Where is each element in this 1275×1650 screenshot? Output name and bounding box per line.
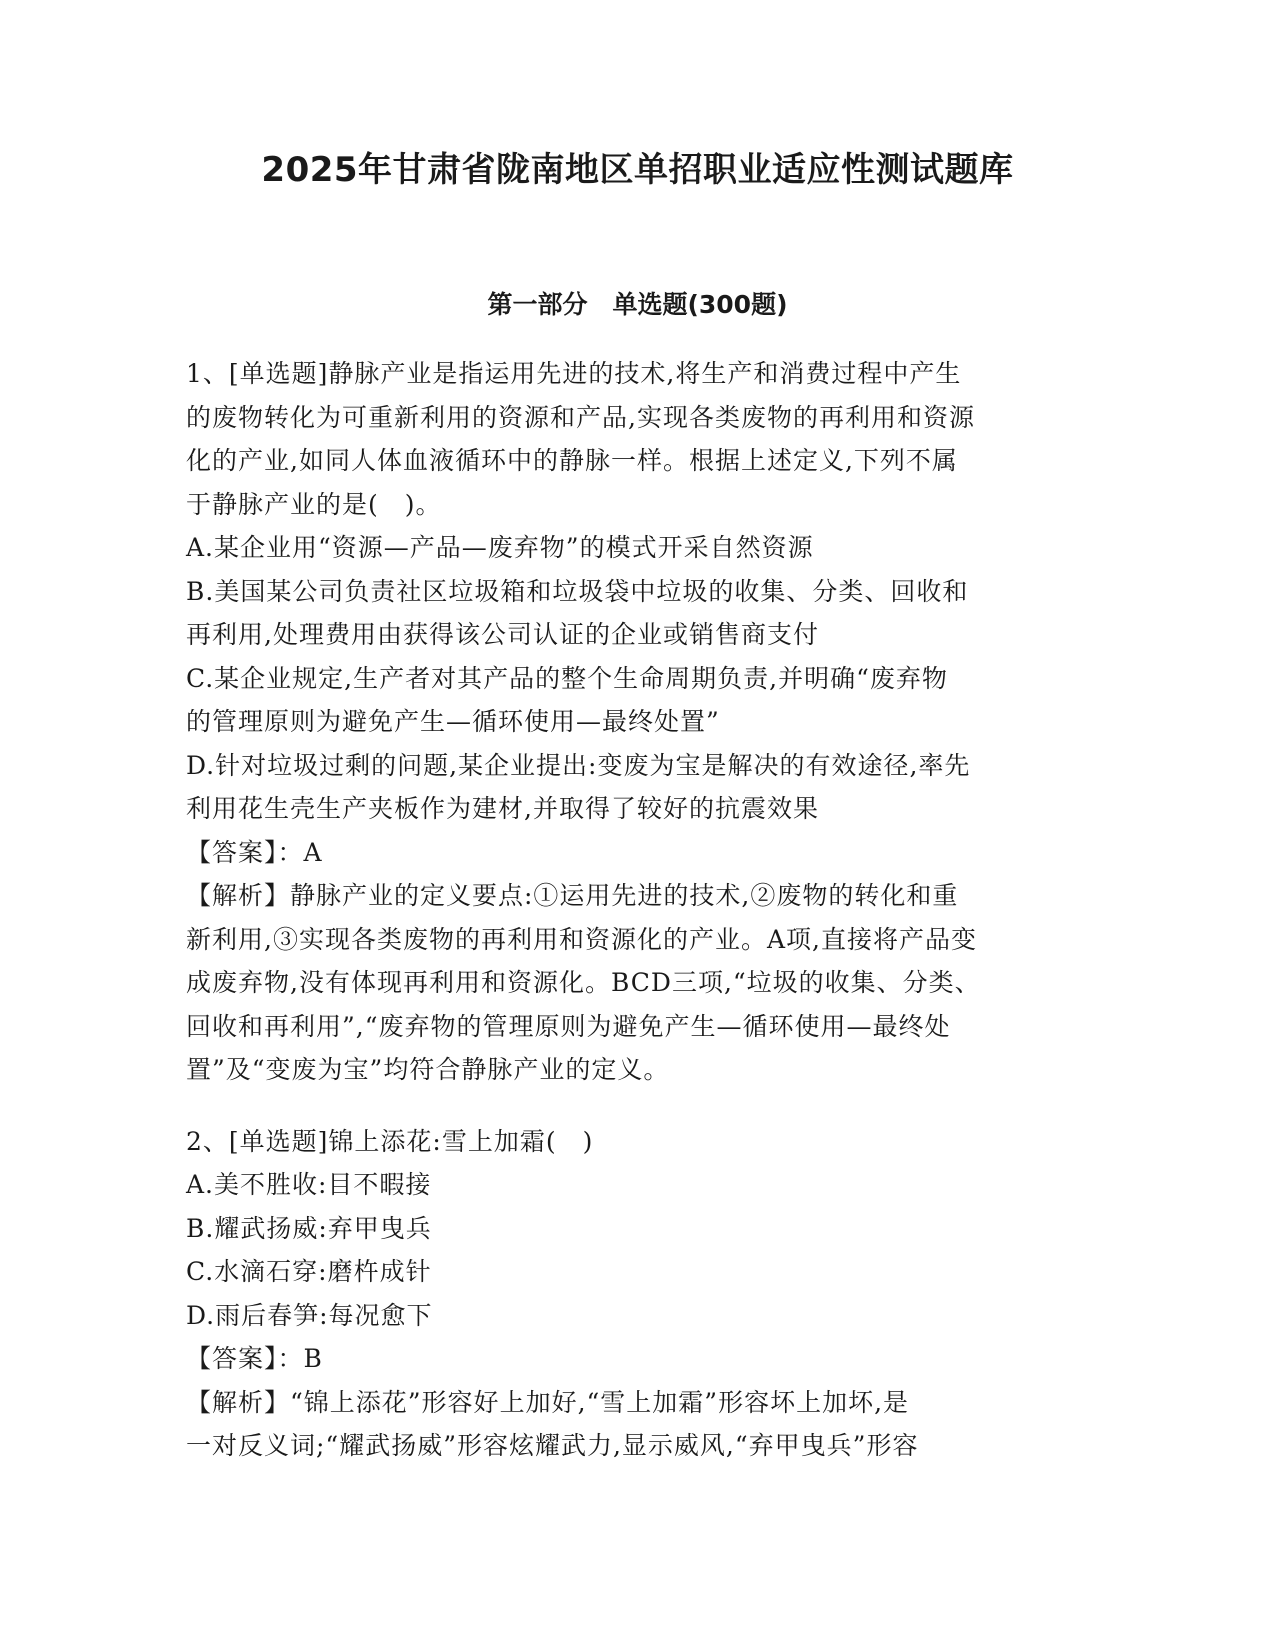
explanation-line: 一对反义词;“耀武扬威”形容炫耀武力,显示威风,“弃甲曳兵”形容 <box>186 1431 919 1460</box>
explanation-line: 新利用,③实现各类废物的再利用和资源化的产业。A项,直接将产品变 <box>186 924 977 954</box>
option-c: C.某企业规定,生产者对其产品的整个生命周期负责,并明确“废弃物 <box>186 663 948 693</box>
explanation-line: 回收和再利用”,“废弃物的管理原则为避免产生—循环使用—最终处 <box>186 1011 951 1041</box>
document-title: 2025年甘肃省陇南地区单招职业适应性测试题库 <box>261 150 1014 190</box>
question-text-line: 于静脉产业的是( )。 <box>186 489 442 519</box>
option-d-continued: 利用花生壳生产夹板作为建材,并取得了较好的抗震效果 <box>186 794 819 823</box>
question-list <box>186 352 1086 1468</box>
question-text-line: 2、[单选题]锦上添花:雪上加霜( ) <box>186 1126 594 1156</box>
question-block-2 <box>186 1120 1086 1468</box>
answer-line: 【答案】：B <box>186 1344 323 1373</box>
option-d: D.雨后春笋:每况愈下 <box>186 1300 433 1330</box>
option-c: C.水滴石穿:磨杵成针 <box>186 1257 432 1286</box>
question-text-line: 1、[单选题]静脉产业是指运用先进的技术,将生产和消费过程中产生 <box>186 359 962 388</box>
option-c-continued: 的管理原则为避免产生—循环使用—最终处置” <box>186 707 720 736</box>
question-block-1 <box>186 352 1086 1092</box>
question-text-line: 的废物转化为可重新利用的资源和产品,实现各类废物的再利用和资源 <box>186 402 975 432</box>
explanation-line: 成废弃物,没有体现再利用和资源化。BCD三项,“垃圾的收集、分类、 <box>186 968 981 997</box>
option-a: A.美不胜收:目不暇接 <box>186 1170 432 1199</box>
option-a: A.某企业用“资源—产品—废弃物”的模式开采自然资源 <box>186 533 814 562</box>
explanation-line: 置”及“变废为宝”均符合静脉产业的定义。 <box>186 1055 670 1084</box>
question-spacer <box>186 1092 1086 1120</box>
option-b: B.美国某公司负责社区垃圾箱和垃圾袋中垃圾的收集、分类、回收和 <box>186 576 969 606</box>
option-b-continued: 再利用,处理费用由获得该公司认证的企业或销售商支付 <box>186 620 819 649</box>
explanation-line: 【解析】“锦上添花”形容好上加好,“雪上加霜”形容坏上加坏,是 <box>186 1387 910 1417</box>
question-text-line: 化的产业,如同人体血液循环中的静脉一样。根据上述定义,下列不属 <box>186 446 958 475</box>
answer-line: 【答案】：A <box>186 837 323 867</box>
explanation-line: 【解析】静脉产业的定义要点:①运用先进的技术,②废物的转化和重 <box>186 881 959 910</box>
option-b: B.耀武扬威:弃甲曳兵 <box>186 1213 432 1243</box>
option-d: D.针对垃圾过剩的问题,某企业提出:变废为宝是解决的有效途径,率先 <box>186 750 971 780</box>
section-title: 第一部分 单选题(300题) <box>487 290 788 319</box>
